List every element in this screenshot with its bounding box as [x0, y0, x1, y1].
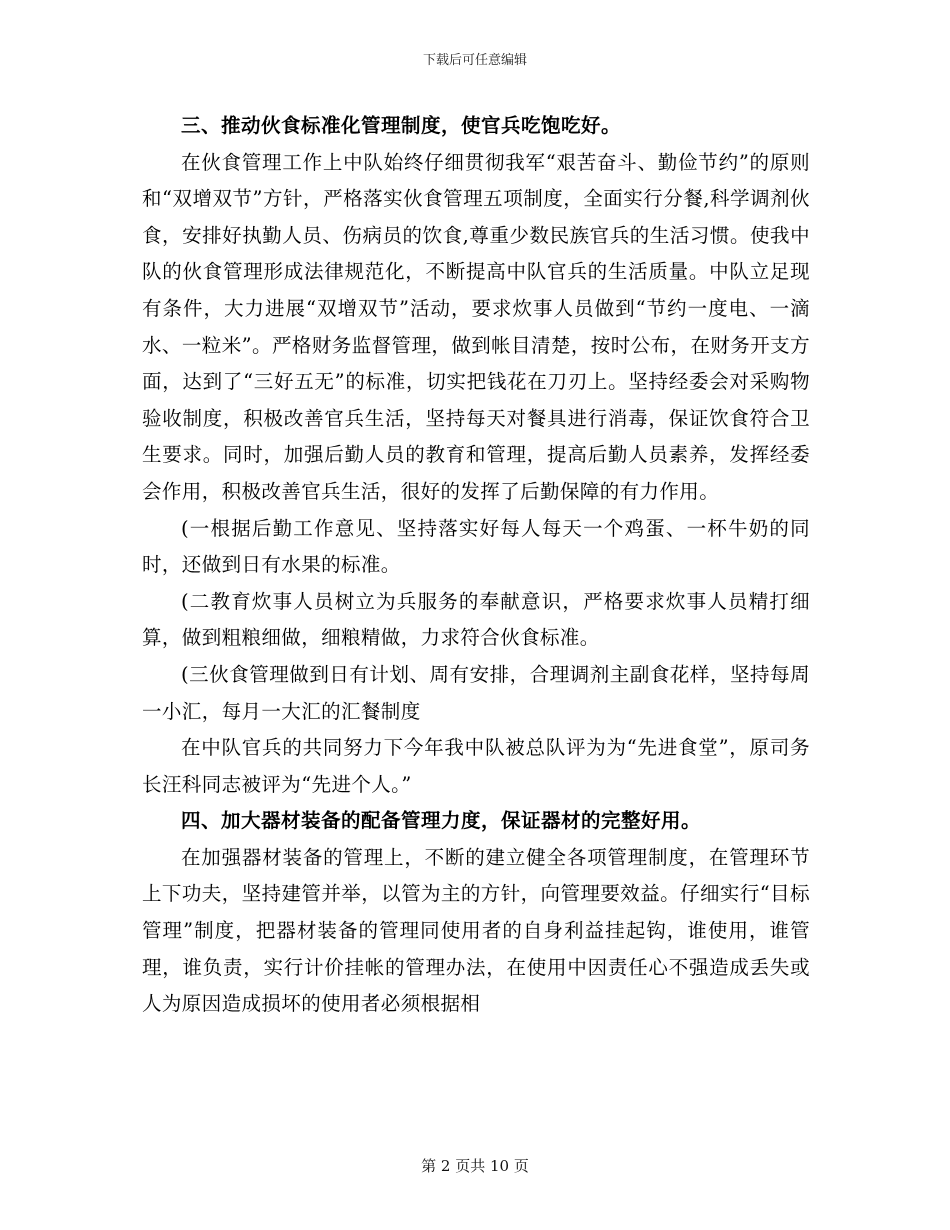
paragraph: (二教育炊事人员树立为兵服务的奉献意识，严格要求炊事人员精打细算，做到粗粮细做，细粮精做，力求符合伙食标准。	[142, 589, 810, 650]
paragraph: 在加强器材装备的管理上，不断的建立健全各项管理制度，在管理环节上下功夫，坚持建管并举，以管为主的方针，向管理要效益。仔细实行“目标管理”制度，把器材装备的管理同使用者的自身利益挂起钩，谁使用，谁管理，谁负责，实行计价挂帐的管理办法，在使用中因责任心不强造成丢失或人为原因造成损坏的使用者必须根据相	[142, 845, 810, 1016]
paragraph: 在中队官兵的共同努力下今年我中队被总队评为为“先进食堂”，原司务长汪科同志被评为“先进个人。”	[142, 736, 810, 796]
page-number: 第 2 页共 10 页	[421, 1157, 529, 1175]
paragraph: (一根据后勤工作意见、坚持落实好每人每天一个鸡蛋、一杯牛奶的同时，还做到日有水果的标准。	[142, 516, 810, 577]
section-heading-4: 四、加大器材装备的配备管理力度，保证器材的完整好用。	[181, 809, 702, 833]
page-header: 下载后可任意编辑	[422, 53, 527, 68]
document-body	[142, 108, 810, 1023]
section-heading-3: 三、推动伙食标准化管理制度，使官兵吃饱吃好。	[181, 114, 622, 137]
paragraph: (三伙食管理做到日有计划、周有安排，合理调剂主副食花样，坚持每周一小汇，每月一大汇的汇餐制度	[142, 662, 810, 723]
paragraph: 在伙食管理工作上中队始终仔细贯彻我军“艰苦奋斗、勤俭节约”的原则和“双增双节”方针，严格落实伙食管理五项制度，全面实行分餐,科学调剂伙食，安排好执勤人员、伤病员的饮食,尊重少数民族官兵的生活习惯。使我中队的伙食管理形成法律规范化，不断提高中队官兵的生活质量。中队立足现有条件，大力进展“双增双节”活动，要求炊事人员做到“节约一度电、一滴水、一粒米”。严格财务监督管理，做到帐目清楚，按时公布，在财务开支方面，达到了“三好五无”的标准，切实把钱花在刀刃上。坚持经委会对采购物验收制度，积极改善官兵生活，坚持每天对餐具进行消毒，保证饮食符合卫生要求。同时，加强后勤人员的教育和管理，提高后勤人员素养，发挥经委会作用，积极改善官兵生活，很好的发挥了后勤保障的有力作用。	[142, 150, 810, 503]
